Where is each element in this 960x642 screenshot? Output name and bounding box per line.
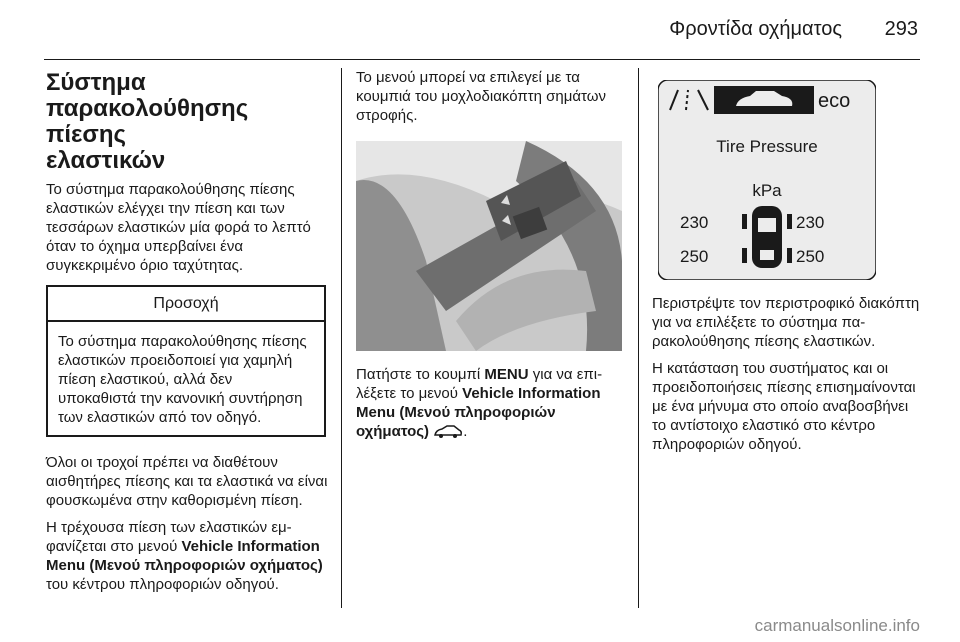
heading-line: Σύστημα xyxy=(46,69,146,96)
menu-select-paragraph: Το μενού μπορεί να επιλεγεί με τα κουμπιά του μοχλοδιακόπτη σημάτων στροφής. xyxy=(356,69,606,124)
menu-button-paragraph xyxy=(356,365,624,441)
column-divider xyxy=(638,68,639,608)
tire-pressure-display xyxy=(658,80,876,280)
eco-label: eco xyxy=(818,90,851,112)
heading-line: παρακολούθησης πίεσης xyxy=(46,95,249,148)
section-heading xyxy=(46,70,328,174)
text-run: του κέντρου πληροφοριών οδηγού. xyxy=(46,576,279,593)
car-icon xyxy=(433,425,463,439)
page-number: 293 xyxy=(884,18,918,40)
unit-label: kPa xyxy=(752,181,782,200)
menu-name: Vehicle Information Menu (Μενού πληροφοριών οχήματος) xyxy=(356,385,601,440)
caution-box xyxy=(46,285,326,437)
caution-text: Το σύστημα παρακολούθησης πίεσης ελαστικών προειδοποιεί για χαμηλή πίεση ελαστικού, αλλά δεν υποκαθιστά την κανονική συντήρηση των ελαστικών από τον οδηγό. xyxy=(58,333,307,426)
column-left xyxy=(46,68,328,602)
column-right xyxy=(652,68,924,462)
display-title: Tire Pressure xyxy=(716,137,818,156)
front-left-pressure: 230 xyxy=(680,213,709,232)
watermark: carmanualsonline.info xyxy=(754,616,920,635)
sensors-paragraph: Όλοι οι τροχοί πρέπει να διαθέτουν αισθητήρες πίεσης και τα ελαστικά να είναι φουσκωμένα στην καθορισμένη πίεση. xyxy=(46,454,328,509)
front-right-pressure: 230 xyxy=(796,213,825,232)
column-divider xyxy=(341,68,342,608)
intro-paragraph: Το σύστημα παρακολούθησης πίεσης ελαστικών ελέγχει την πίεση και των τεσσάρων ελαστικών μία φορά το λεπτό όταν το όχημα υπερβαίνει ένα συγκεκριμένο όριο ταχύτητας. xyxy=(46,181,311,274)
menu-name: Vehicle Information Menu (Μενού πληροφοριών οχήματος) xyxy=(46,538,323,574)
header-divider xyxy=(44,59,920,60)
header-title: Φροντίδα οχήματος xyxy=(669,18,842,40)
text-run: . xyxy=(463,423,468,440)
caution-title: Προσοχή xyxy=(48,287,324,322)
page-header xyxy=(0,0,960,58)
rotate-paragraph: Περιστρέψτε τον περιστροφικό διακόπτη για να επιλέξετε το σύστημα παρακολούθησης πίεσης ελαστικών. xyxy=(652,295,920,350)
menu-button-label: MENU xyxy=(484,366,529,383)
stalk-photo xyxy=(356,141,622,351)
text-run: Η τρέχουσα πίεση των ελαστικών εμφανίζεται στο μενού xyxy=(46,519,292,555)
status-paragraph: Η κατάσταση του συστήματος και οι προειδοποιήσεις πίεσης επισημαίνονται με ένα μήνυμα στο οποίο αναβοσβήνει το αντίστοιχο ελαστικό στο κέντρο πληροφοριών οδηγού. xyxy=(652,360,916,453)
text-run: Πατήστε το κουμπί xyxy=(356,366,485,383)
rear-right-pressure: 250 xyxy=(796,247,825,266)
heading-line: ελαστικών xyxy=(46,147,166,174)
text-run: για να επιλέξετε το μενού xyxy=(356,366,603,402)
menu-paragraph xyxy=(46,518,328,594)
rear-left-pressure: 250 xyxy=(680,247,709,266)
column-middle xyxy=(356,68,624,449)
